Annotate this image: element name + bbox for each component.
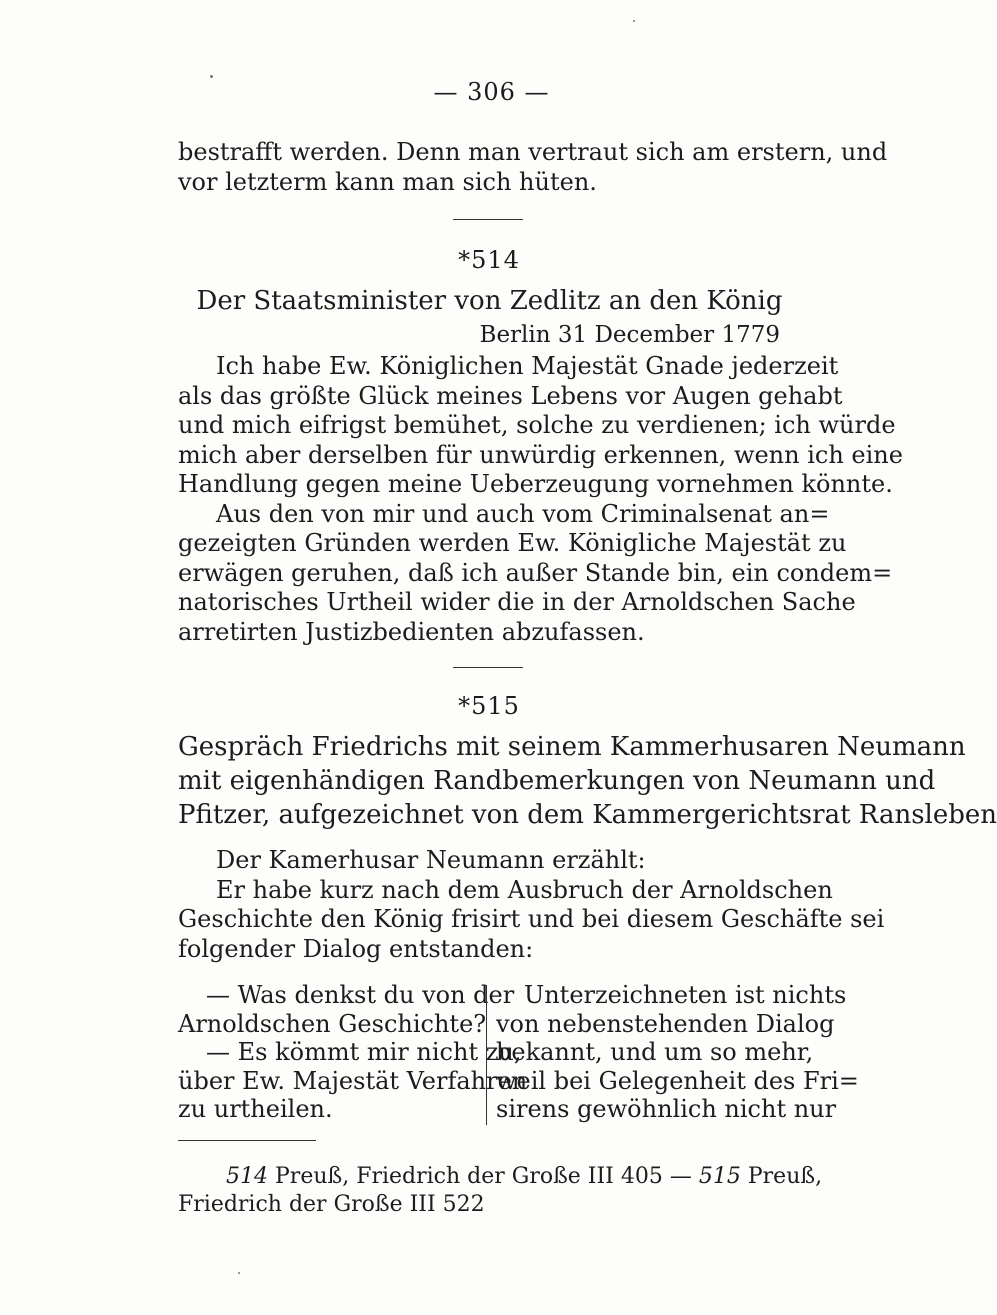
- dateline: Berlin 31 December 1779: [479, 322, 780, 348]
- text-line: mich aber derselben für unwürdig erkennen, wenn ich eine: [178, 440, 903, 469]
- text-line: bestrafft werden. Denn man vertraut sich am erstern, und: [178, 138, 888, 166]
- text-line: von nebenstehenden Dialog: [496, 1009, 835, 1038]
- title-line: Gespräch Friedrichs mit seinem Kammerhusaren Neumann: [178, 732, 966, 762]
- section-divider: [453, 667, 523, 668]
- footnote-ref: 514: [226, 1164, 268, 1189]
- footnote-text: Preuß,: [747, 1164, 823, 1189]
- text-line: Geschichte den König frisirt und bei diesem Geschäfte sei: [178, 905, 885, 933]
- text-line: natorisches Urtheil wider die in der Arnoldschen Sache: [178, 588, 856, 616]
- dialog-intro: [178, 846, 885, 964]
- title-line: Pfitzer, aufgezeichnet von dem Kammergerichtsrat Ransleben: [178, 800, 997, 830]
- footnote-line: [178, 1163, 823, 1191]
- speck: [238, 1272, 240, 1274]
- text-line: Arnoldschen Geschichte?: [178, 1009, 487, 1038]
- text-line: — Was denkst du von der: [206, 981, 515, 1009]
- column-divider: [486, 985, 487, 1125]
- text-line: Er habe kurz nach dem Ausbruch der Arnoldschen: [216, 875, 833, 904]
- text-line: als das größte Glück meines Lebens vor Augen gehabt: [178, 381, 843, 410]
- section-divider: [453, 219, 523, 220]
- text-line: — Es kömmt mir nicht zu,: [206, 1038, 522, 1066]
- footnote: [178, 1163, 823, 1219]
- section-title-515: [178, 730, 997, 832]
- text-line: Unterzeichneten ist nichts: [524, 981, 847, 1009]
- footnote-ref: 515: [698, 1164, 741, 1189]
- text-line: bekannt, und um so mehr,: [496, 1038, 814, 1066]
- text-line: zu urtheilen.: [178, 1095, 333, 1123]
- footnote-rule: [178, 1140, 316, 1141]
- text-line: folgender Dialog entstanden:: [178, 934, 534, 963]
- section-title-514: Der Staatsminister von Zedlitz an den König: [196, 286, 783, 316]
- text-line: gezeigten Gründen werden Ew. Königliche Majestät zu: [178, 529, 847, 557]
- text-line: über Ew. Majestät Verfahren: [178, 1066, 528, 1095]
- footnote-text: Preuß, Friedrich der Große III 405 —: [275, 1164, 692, 1189]
- letter-body: [178, 352, 903, 647]
- page-number: — 306 —: [433, 78, 550, 106]
- section-number-514: *514: [458, 246, 520, 274]
- text-line: Ich habe Ew. Königlichen Majestät Gnade jederzeit: [216, 352, 839, 380]
- text-line: sirens gewöhnlich nicht nur: [496, 1095, 837, 1123]
- text-line: und mich eifrigst bemühet, solche zu verdienen; ich würde: [178, 411, 896, 439]
- text-line: Handlung gegen meine Ueberzeugung vornehmen könnte.: [178, 470, 893, 498]
- text-line: vor letzterm kann man sich hüten.: [178, 167, 597, 196]
- text-line: weil bei Gelegenheit des Fri=: [496, 1066, 859, 1095]
- title-line: mit eigenhändigen Randbemerkungen von Neumann und: [178, 766, 936, 796]
- margin-note-column: [496, 981, 859, 1124]
- opening-paragraph: [178, 138, 888, 197]
- text-line: erwägen geruhen, daß ich außer Stande bin, ein condem=: [178, 558, 893, 587]
- text-line: arretirten Justizbedienten abzufassen.: [178, 617, 645, 646]
- dialog-left-column: [178, 981, 528, 1124]
- footnote-line: Friedrich der Große III 522: [178, 1192, 485, 1217]
- text-line: Der Kamerhusar Neumann erzählt:: [216, 846, 646, 874]
- section-number-515: *515: [458, 692, 520, 720]
- speck: [633, 20, 635, 22]
- text-line: Aus den von mir und auch vom Criminalsenat an=: [216, 499, 830, 528]
